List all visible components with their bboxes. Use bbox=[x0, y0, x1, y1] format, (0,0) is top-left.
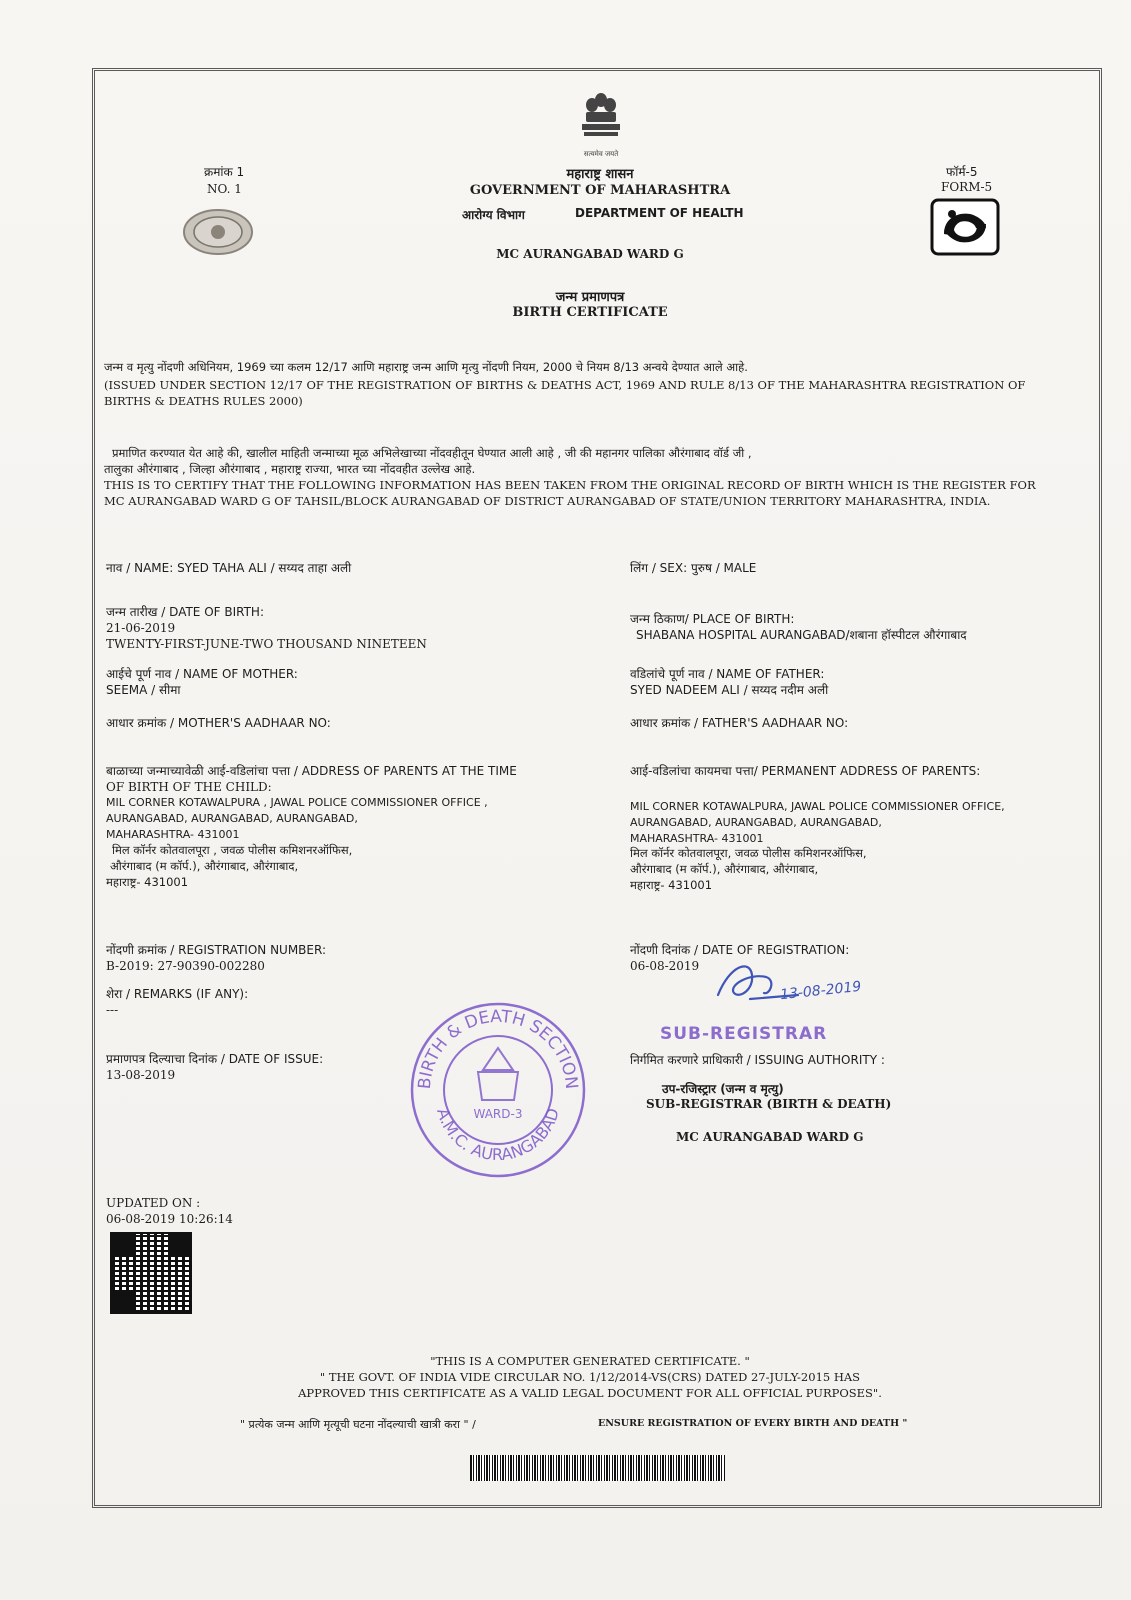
address-birth-line-1: MIL CORNER KOTAWALPURA , JAWAL POLICE COMMISSIONER OFFICE , bbox=[106, 796, 488, 809]
certify-mr-1: प्रमाणित करण्यात येत आहे की, खालील माहिती जन्माच्या मूळ अभिलेखाच्या नोंदवहीतून घेण्यात आली आहे , जी की महानगर पालिका औरंगाबाद वॉर्ड जी , bbox=[112, 446, 752, 460]
issue-date-value: 13-08-2019 bbox=[106, 1068, 176, 1082]
reg-date-value: 06-08-2019 bbox=[630, 959, 700, 973]
address-perm-line-1: MIL CORNER KOTAWALPURA, JAWAL POLICE COMMISSIONER OFFICE, bbox=[630, 800, 1005, 813]
footer-line-1: "THIS IS A COMPUTER GENERATED CERTIFICATE. " bbox=[430, 1354, 750, 1368]
footer-line-2: " THE GOVT. OF INDIA VIDE CIRCULAR NO. 1/12/2014-VS(CRS) DATED 27-JULY-2015 HAS bbox=[319, 1370, 861, 1384]
municipal-seal-icon bbox=[182, 208, 254, 256]
pob-value: SHABANA HOSPITAL AURANGABAD/शबाना हॉस्पीटल औरंगाबाद bbox=[636, 628, 967, 642]
number-en: NO. 1 bbox=[207, 182, 242, 196]
remarks-label: शेरा / REMARKS (IF ANY): bbox=[106, 987, 249, 1001]
title-en: BIRTH CERTIFICATE bbox=[512, 305, 668, 320]
round-stamp-ward: WARD-3 bbox=[473, 1107, 523, 1121]
address-birth-line-3: MAHARASHTRA- 431001 bbox=[106, 828, 240, 841]
state-emblem-icon bbox=[572, 90, 630, 148]
father-aadhaar-label: आधार क्रमांक / FATHER'S AADHAAR NO: bbox=[630, 716, 849, 730]
round-stamp-bottom-text: A.M.C. AURANGABAD bbox=[433, 1105, 563, 1165]
address-perm-line-4: मिल कॉर्नर कोतवालपूरा, जवळ पोलीस कमिशनरऑफिस, bbox=[630, 846, 867, 860]
certify-mr-2: तालुका औरंगाबाद , जिल्हा औरंगाबाद , महाराष्ट्र राज्या, भारत च्या नोंदवहीत उल्लेख आहे. bbox=[104, 462, 476, 476]
pob-label: जन्म ठिकाण/ PLACE OF BIRTH: bbox=[630, 612, 795, 626]
address-perm-line-6: महाराष्ट्र- 431001 bbox=[630, 878, 713, 892]
child-name: नाव / NAME: SYED TAHA ALI / सय्यद ताहा अली bbox=[106, 561, 352, 575]
number-mr: क्रमांक 1 bbox=[204, 165, 245, 179]
official-round-stamp bbox=[408, 1000, 588, 1180]
form-en: FORM-5 bbox=[941, 180, 993, 194]
issuing-authority-label: निर्गमित करणारे प्राधिकारी / ISSUING AUTHORITY : bbox=[630, 1053, 885, 1067]
legal-line-en-2: BIRTHS & DEATHS RULES 2000) bbox=[104, 394, 303, 408]
legal-line-mr: जन्म व मृत्यु नोंदणी अधिनियम, 1969 च्या कलम 12/17 आणि महाराष्ट्र जन्म आणि मृत्यु नोंदणी नियम, 2000 चे नियम 8/13 अन्वये देण्यात आले आहे. bbox=[104, 360, 748, 374]
reg-number-label: नोंदणी क्रमांक / REGISTRATION NUMBER: bbox=[106, 943, 327, 957]
issue-date-label: प्रमाणपत्र दिल्याचा दिनांक / DATE OF ISSUE: bbox=[106, 1052, 324, 1066]
form-mr: फॉर्म-5 bbox=[946, 165, 978, 179]
address-birth-label-1: बाळाच्या जन्माच्यावेळी आई-वडिलांचा पत्ता / ADDRESS OF PARENTS AT THE TIME bbox=[106, 764, 517, 778]
footer-line-4-en: ENSURE REGISTRATION OF EVERY BIRTH AND DEATH " bbox=[598, 1418, 908, 1429]
govt-name-en: GOVERNMENT OF MAHARASHTRA bbox=[469, 183, 731, 198]
address-birth-label-2: OF BIRTH OF THE CHILD: bbox=[106, 780, 272, 794]
child-sex: लिंग / SEX: पुरुष / MALE bbox=[630, 561, 757, 575]
authority-office: MC AURANGABAD WARD G bbox=[676, 1130, 864, 1144]
address-perm-line-5: औरंगाबाद (म कॉर्प.), औरंगाबाद, औरंगाबाद, bbox=[630, 862, 819, 876]
address-perm-line-2: AURANGABAD, AURANGABAD, AURANGABAD, bbox=[630, 816, 882, 829]
govt-name-mr: महाराष्ट्र शासन bbox=[566, 167, 634, 182]
footer-line-4-mr: " प्रत्येक जन्म आणि मृत्यूची घटना नोंदल्याची खात्री करा " / bbox=[240, 1418, 476, 1431]
dept-mr: आरोग्य विभाग bbox=[462, 208, 525, 222]
authority-en: SUB-REGISTRAR (BIRTH & DEATH) bbox=[646, 1097, 892, 1111]
updated-label: UPDATED ON : bbox=[106, 1196, 201, 1210]
mother-value: SEEMA / सीमा bbox=[106, 683, 181, 697]
signature-date: 13-08-2019 bbox=[779, 978, 862, 1004]
address-birth-line-4: मिल कॉर्नर कोतवालपूरा , जवळ पोलीस कमिशनरऑफिस, bbox=[112, 843, 353, 857]
qr-code bbox=[110, 1232, 192, 1314]
address-birth-line-5: औरंगाबाद (म कॉर्प.), औरंगाबाद, औरंगाबाद, bbox=[110, 859, 299, 873]
certify-en-2: MC AURANGABAD WARD G OF TAHSIL/BLOCK AURANGABAD OF DISTRICT AURANGABAD OF STATE/UNION TERRITORY MAHARASHTRA, INDIA. bbox=[104, 494, 991, 508]
dob-words: TWENTY-FIRST-JUNE-TWO THOUSAND NINETEEN bbox=[106, 637, 427, 651]
sub-registrar-stamp: SUB-REGISTRAR bbox=[660, 1024, 828, 1044]
mother-label: आईचे पूर्ण नाव / NAME OF MOTHER: bbox=[106, 667, 298, 681]
legal-line-en-1: (ISSUED UNDER SECTION 12/17 OF THE REGISTRATION OF BIRTHS & DEATHS ACT, 1969 AND RULE 8/13 OF THE MAHARASHTRA REGISTRATION OF bbox=[104, 378, 1026, 392]
dept-en: DEPARTMENT OF HEALTH bbox=[575, 206, 744, 220]
address-perm-line-3: MAHARASHTRA- 431001 bbox=[630, 832, 764, 845]
address-birth-line-2: AURANGABAD, AURANGABAD, AURANGABAD, bbox=[106, 812, 358, 825]
address-birth-line-6: महाराष्ट्र- 431001 bbox=[106, 875, 189, 889]
round-stamp-top-text: BIRTH & DEATH SECTION bbox=[414, 1006, 582, 1091]
certify-en-1: THIS IS TO CERTIFY THAT THE FOLLOWING INFORMATION HAS BEEN TAKEN FROM THE ORIGINAL RECORD OF BIRTH WHICH IS THE REGISTER FOR bbox=[104, 478, 1036, 492]
title-mr: जन्म प्रमाणपत्र bbox=[555, 290, 625, 305]
reg-number-value: B-2019: 27-90390-002280 bbox=[106, 959, 265, 973]
footer-line-3: APPROVED THIS CERTIFICATE AS A VALID LEGAL DOCUMENT FOR ALL OFFICIAL PURPOSES". bbox=[298, 1386, 882, 1400]
emblem-motto: सत्यमेव जयते bbox=[583, 150, 619, 158]
father-label: वडिलांचे पूर्ण नाव / NAME OF FATHER: bbox=[630, 667, 825, 681]
mother-aadhaar-label: आधार क्रमांक / MOTHER'S AADHAAR NO: bbox=[106, 716, 331, 730]
updated-value: 06-08-2019 10:26:14 bbox=[106, 1212, 233, 1226]
reg-date-label: नोंदणी दिनांक / DATE OF REGISTRATION: bbox=[630, 943, 850, 957]
health-dept-logo-icon bbox=[930, 198, 1000, 256]
remarks-value: --- bbox=[106, 1003, 119, 1017]
dob-value: 21-06-2019 bbox=[106, 621, 176, 635]
father-value: SYED NADEEM ALI / सय्यद नदीम अली bbox=[630, 683, 829, 697]
dob-label: जन्म तारीख / DATE OF BIRTH: bbox=[106, 605, 264, 619]
barcode bbox=[470, 1455, 725, 1481]
authority-mr: उप-रजिस्ट्रार (जन्म व मृत्यु) bbox=[662, 1082, 784, 1096]
issuing-office: MC AURANGABAD WARD G bbox=[496, 247, 684, 261]
address-perm-label: आई-वडिलांचा कायमचा पत्ता/ PERMANENT ADDRESS OF PARENTS: bbox=[630, 764, 981, 778]
